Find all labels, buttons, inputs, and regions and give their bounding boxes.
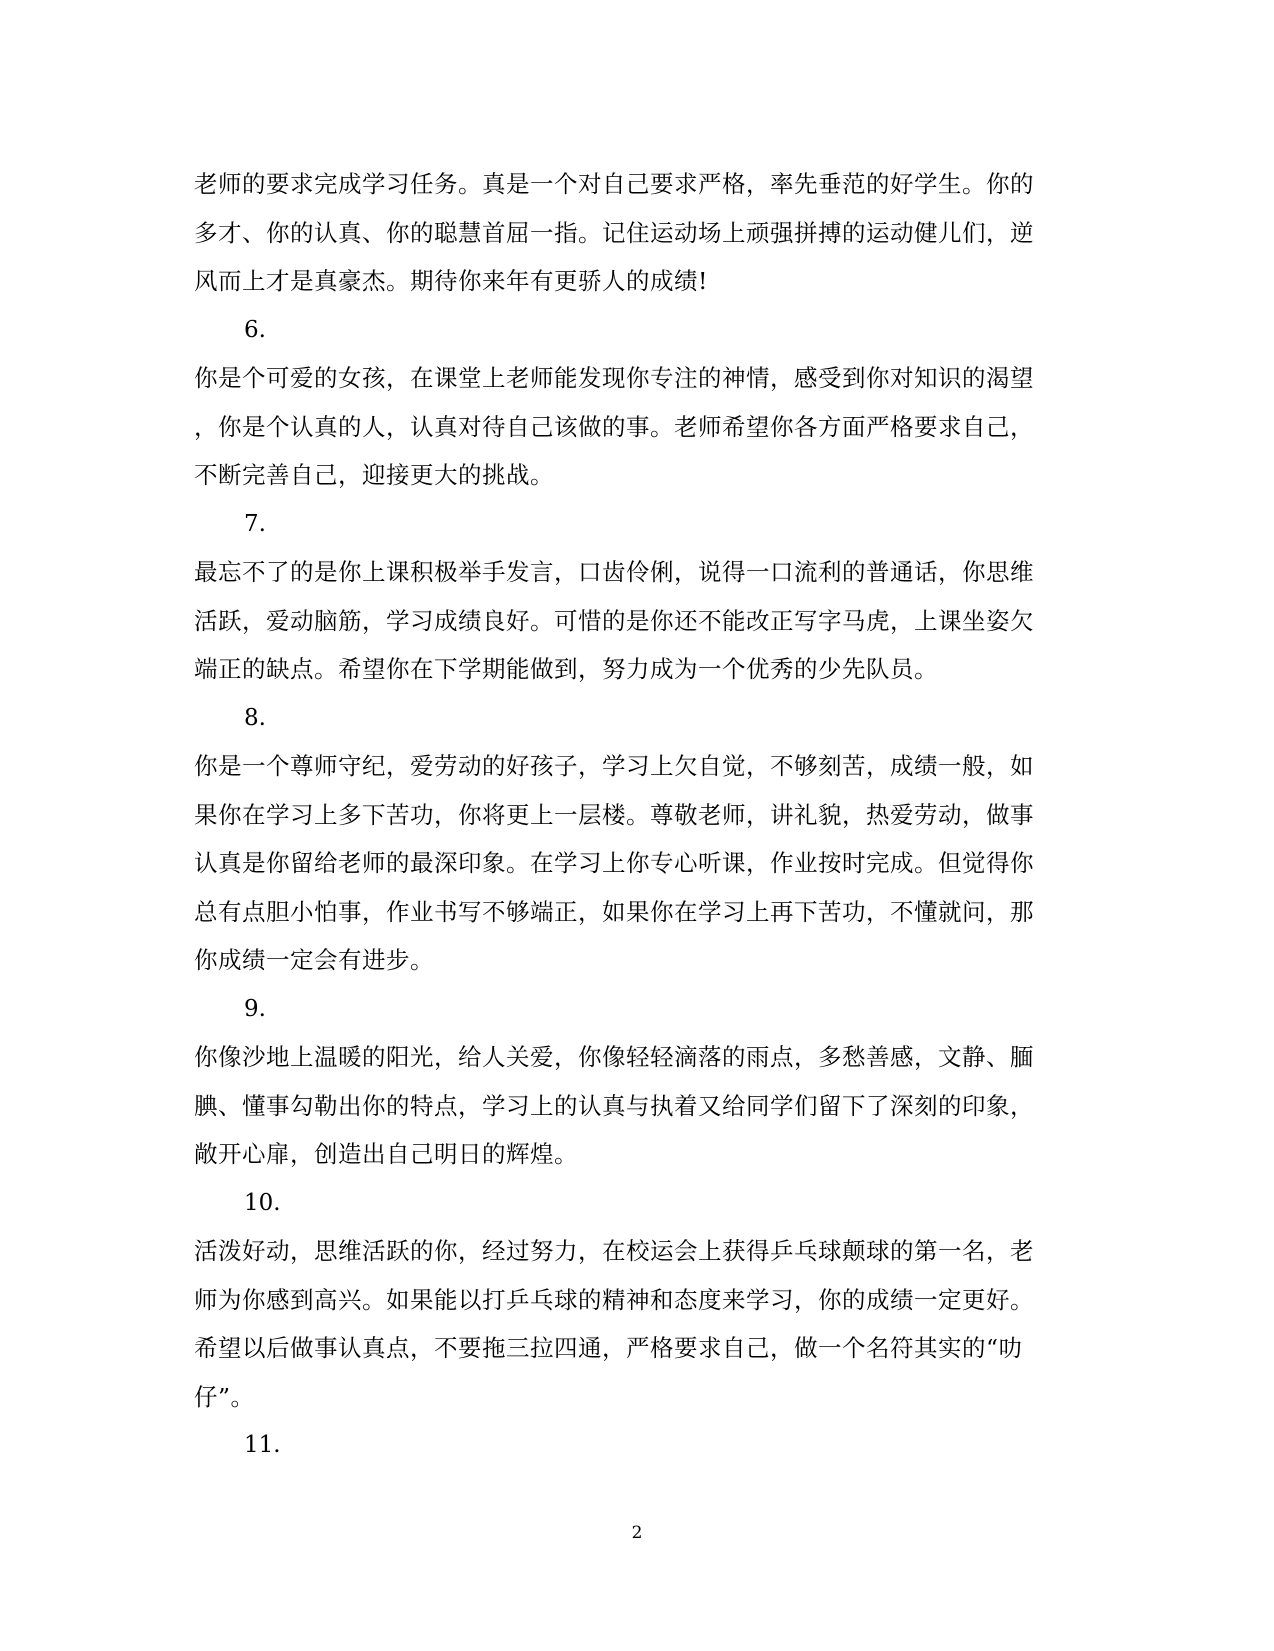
paragraph: 你像沙地上温暖的阳光，给人关爱，你像轻轻滴落的雨点，多愁善感，文静、腼 腆、懂事勾勒出你的特点，学习上的认真与执着又给同学们留下了深刻的印象， 敞开心扉，创造出自己明日的辉煌。 (194, 1043, 1034, 1168)
paragraph: 你是个可爱的女孩，在课堂上老师能发现你专注的神情，感受到你对知识的渴望 ，你是个认真的人，认真对待自己该做的事。老师希望你各方面严格要求自己， 不断完善自己，迎接更大的挑战。 (194, 364, 1034, 489)
item-number: 11. (244, 1432, 281, 1458)
item-number: 10. (244, 1189, 281, 1216)
paragraph: 你是一个尊师守纪，爱劳动的好孩子，学习上欠自觉，不够刻苦，成绩一般，如 果你在学习上多下苦功，你将更上一层楼。尊敬老师，讲礼貌，热爱劳动，做事 认真是你留给老师的最深印象。在学习上你专心听课，作业按时完成。但觉得你 总有点胆小怕事，作业书写不够端正，如果你在学习上再下苦功，不懂就问，那 你成绩一定会有进步。 (194, 752, 1034, 974)
item-number: 8. (244, 704, 266, 731)
item-number: 6. (244, 316, 266, 343)
page-number: 2 (631, 1523, 643, 1543)
paragraph: 活泼好动，思维活跃的你，经过努力，在校运会上获得乒乓球颠球的第一名，老 师为你感到高兴。如果能以打乒乓球的精神和态度来学习，你的成绩一定更好。 希望以后做事认真点，不要拖三拉四通，严格要求自己，做一个名符其实的“叻 仔”。 (194, 1237, 1034, 1411)
document-body (194, 160, 1074, 1470)
item-number: 9. (244, 995, 266, 1022)
paragraph: 老师的要求完成学习任务。真是一个对自己要求严格，率先垂范的好学生。你的 多才、你的认真、你的聪慧首屈一指。记住运动场上顽强拼搏的运动健儿们，逆 风而上才是真豪杰。期待你来年有更骄人的成绩! (194, 170, 1034, 295)
item-number: 7. (244, 510, 266, 537)
paragraph: 最忘不了的是你上课积极举手发言，口齿伶俐，说得一口流利的普通话，你思维 活跃，爱动脑筋，学习成绩良好。可惜的是你还不能改正写字马虎，上课坐姿欠 端正的缺点。希望你在下学期能做到，努力成为一个优秀的少先队员。 (194, 558, 1034, 683)
